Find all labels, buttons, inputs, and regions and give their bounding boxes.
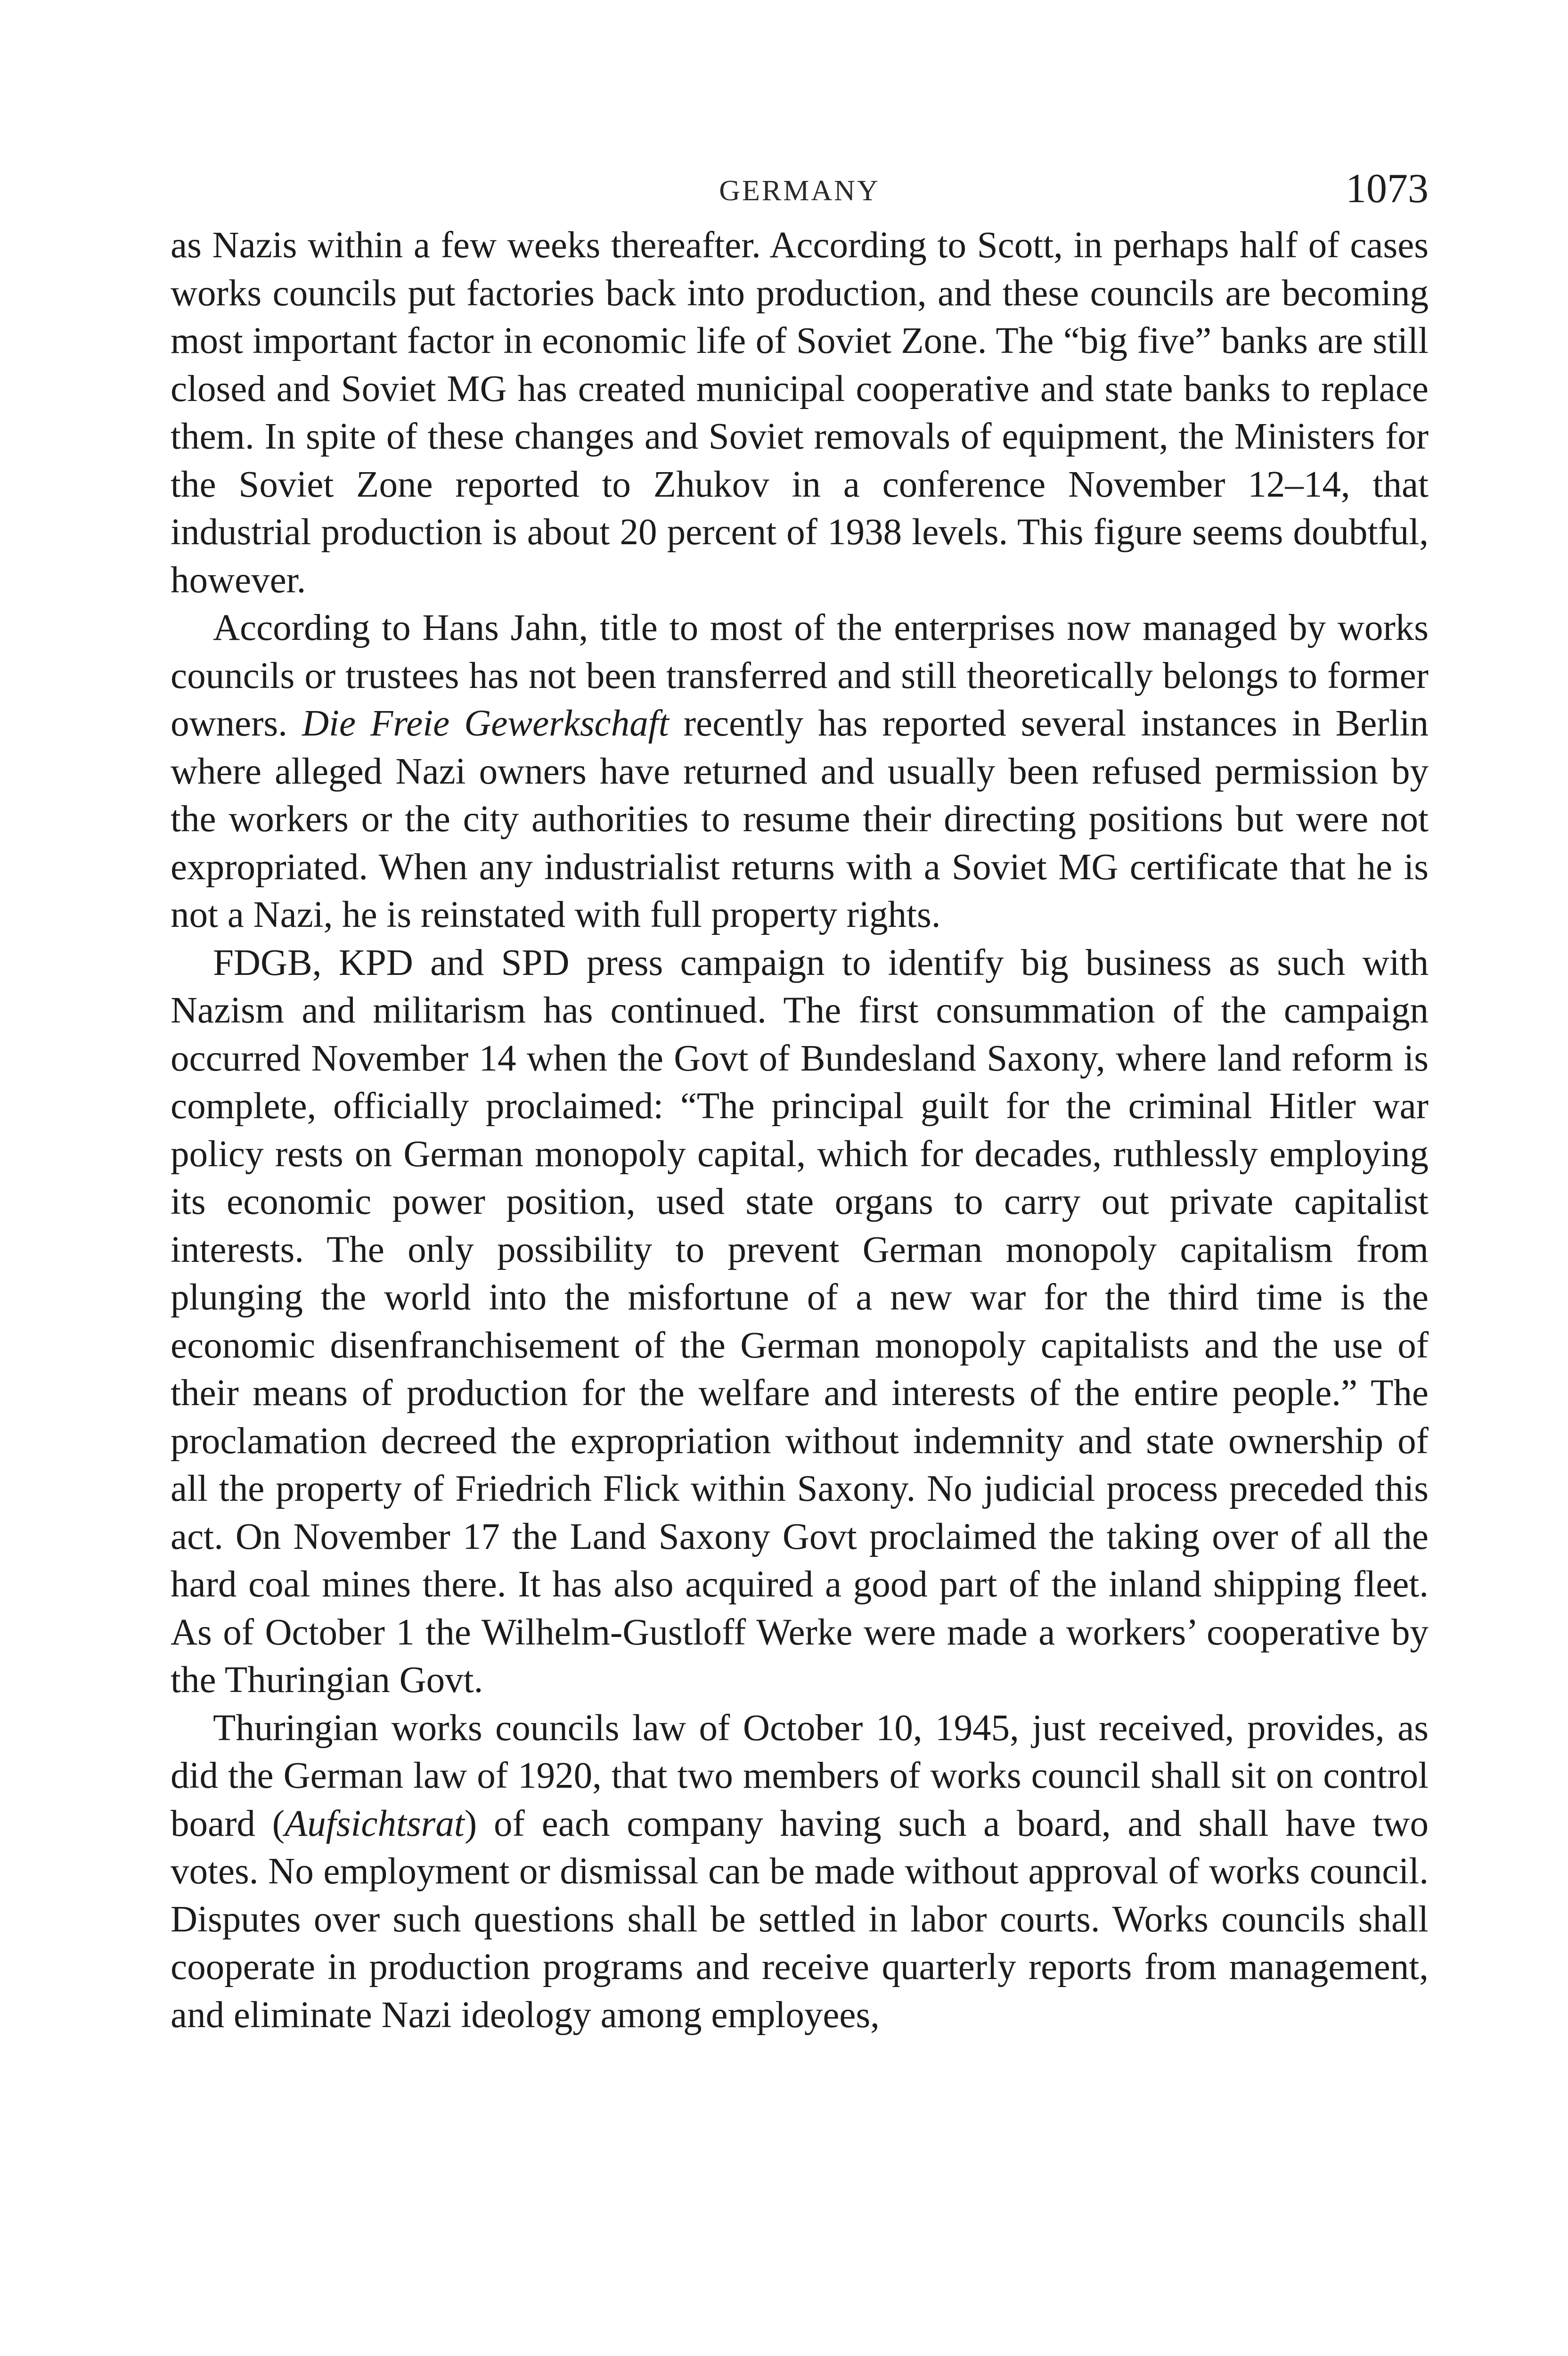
paragraph-2-text-end: recently has reported several instances in Berlin where alleged Nazi owners have returned and usually been refused permission by the workers or the city authorities to resume their directing positions but were not expropriated. When any industrialist returns with a Soviet MG certificate that he is not a Nazi, he is reinstated with full property rights. bbox=[171, 703, 1429, 935]
paragraph-4 bbox=[171, 1704, 1429, 2039]
body-text bbox=[171, 221, 1429, 2039]
paragraph-2-text-start: According to Hans Jahn, title to most of the enterprises now managed by works councils or trustees has not been transferred and still theoretically belongs to former owners. bbox=[171, 607, 1429, 744]
paragraph-2 bbox=[171, 604, 1429, 939]
page-header bbox=[171, 165, 1429, 221]
page-number: 1073 bbox=[1346, 166, 1429, 212]
paragraph-4-italic-term: Aufsichtsrat bbox=[285, 1803, 465, 1844]
paragraph-4-text-end: ) of each company having such a board, and shall have two votes. No employment or dismissal can be made without approval of works council. Disputes over such questions shall be settled in labor courts. Works councils shall cooperate in production programs and receive quarterly reports from management, and eliminate Nazi ideology among employees, bbox=[171, 1803, 1429, 2036]
paragraph-1: as Nazis within a few weeks thereafter. According to Scott, in perhaps half of cases works councils put factories back into production, and these councils are becoming most important factor in economic life of Soviet Zone. The “big five” banks are still closed and Soviet MG has created municipal cooperative and state banks to replace them. In spite of these changes and Soviet removals of equipment, the Ministers for the Soviet Zone reported to Zhukov in a conference November 12–14, that industrial production is about 20 percent of 1938 levels. This figure seems doubtful, however. bbox=[171, 225, 1429, 601]
paragraph-2-italic-title: Die Freie Gewerkschaft bbox=[302, 703, 669, 744]
paragraph-4-text-start: Thuringian works councils law of October 10, 1945, just received, provides, as did the German law of 1920, that two members of works council shall sit on control board ( bbox=[171, 1707, 1429, 1844]
paragraph-3: FDGB, KPD and SPD press campaign to identify big business as such with Nazism and militarism has continued. The first consummation of the campaign occurred November 14 when the Govt of Bundesland Saxony, where land reform is complete, officially proclaimed: “The principal guilt for the criminal Hitler war policy rests on German monopoly capital, which for decades, ruthlessly employing its economic power position, used state organs to carry out private capitalist interests. The only possibility to prevent German monopoly capitalism from plunging the world into the misfortune of a new war for the third time is the economic disenfranchisement of the German monopoly capitalists and the use of their means of production for the welfare and interests of the entire people.” The proclamation decreed the expropriation without indemnity and state ownership of all the property of Friedrich Flick within Saxony. No judicial process preceded this act. On November 17 the Land Saxony Govt proclaimed the taking over of all the hard coal mines there. It has also acquired a good part of the inland shipping fleet. As of October 1 the Wilhelm-Gustloff Werke were made a workers’ cooperative by the Thuringian Govt. bbox=[171, 942, 1429, 1701]
running-head: GERMANY bbox=[719, 175, 880, 207]
document-page bbox=[171, 165, 1429, 2039]
